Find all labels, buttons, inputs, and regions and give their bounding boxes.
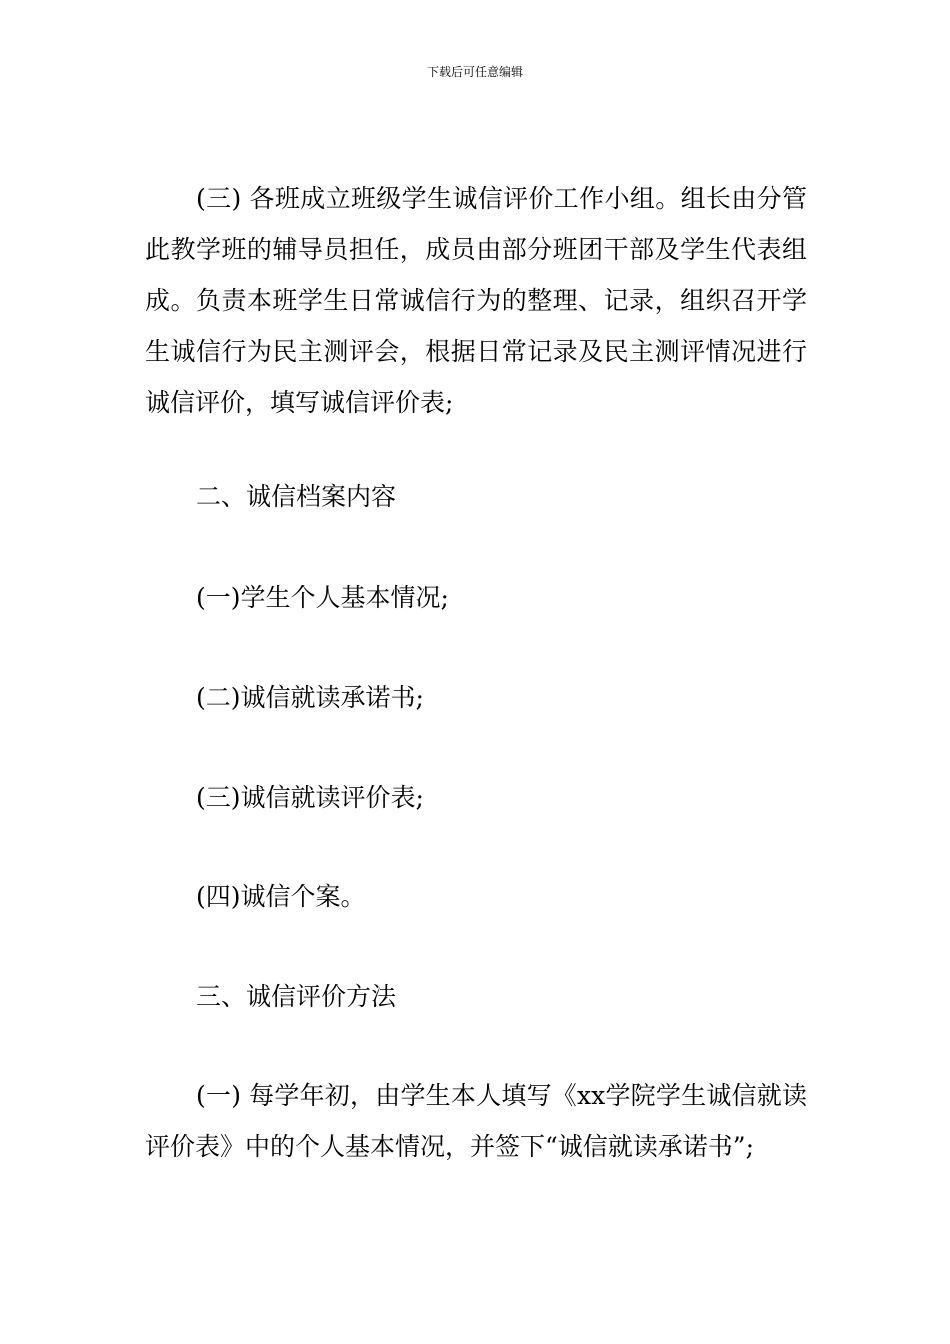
- paragraph-class-integrity-group: (三) 各班成立班级学生诚信评价工作小组。组长由分管此教学班的辅导员担任，成员由部分班团干部及学生代表组成。负责本班学生日常诚信行为的整理、记录，组织召开学生诚信行为民主测评会，根据日常记录及民主测评情况进行诚信评价，填写诚信评价表;: [145, 184, 807, 417]
- page-header-note: 下载后可任意编辑: [426, 65, 523, 79]
- list-item-commitment-letter: (二)诚信就读承诺书;: [196, 683, 424, 712]
- section-heading-archive-content: 二、诚信档案内容: [196, 482, 397, 511]
- section-heading-evaluation-method: 三、诚信评价方法: [196, 982, 397, 1011]
- list-item-evaluation-form: (三)诚信就读评价表;: [196, 783, 424, 812]
- list-item-integrity-case: (四)诚信个案。: [196, 882, 366, 911]
- list-item-basic-info: (一)学生个人基本情况;: [196, 583, 449, 612]
- paragraph-start-of-year-procedure: (一) 每学年初，由学生本人填写《xx学院学生诚信就读评价表》中的个人基本情况，并签下“诚信就读承诺书”;: [145, 1081, 807, 1161]
